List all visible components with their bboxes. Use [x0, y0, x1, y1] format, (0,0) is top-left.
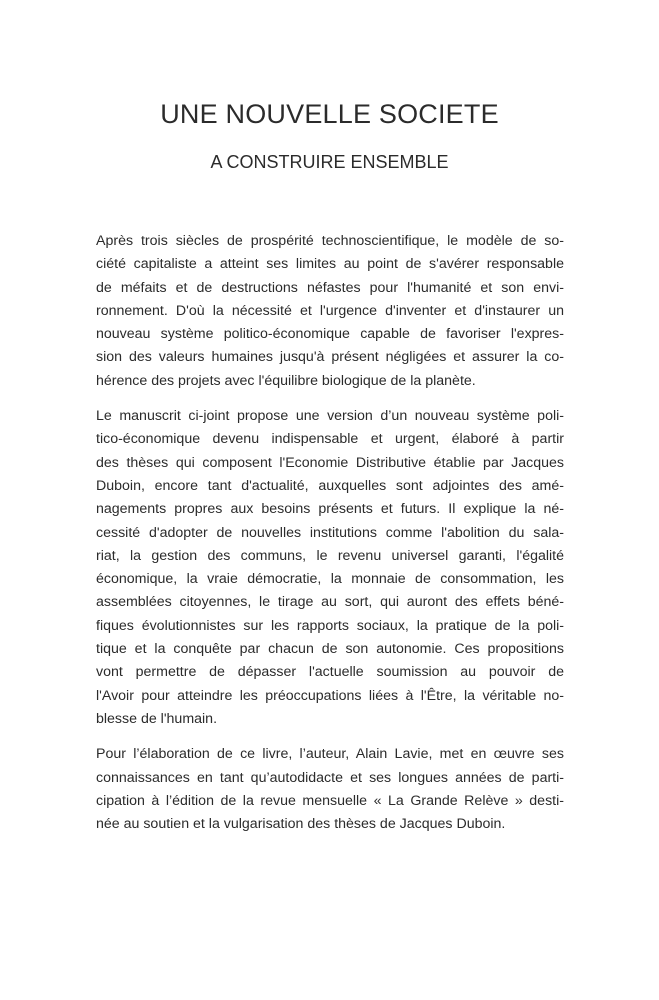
paragraph-intro	[96, 230, 564, 393]
text-line: tique et la conquête par chacun de son autonomie. Ces propositions	[96, 641, 564, 658]
text-line: riat, la gestion des communs, le revenu universel garanti, l'égalité	[96, 547, 564, 564]
page-title: UNE NOUVELLE SOCIETE	[160, 99, 499, 129]
text-line: nagements propres aux besoins présents et futurs. Il explique la né-	[96, 501, 564, 518]
body-text	[96, 230, 564, 848]
text-line: sion des valeurs humaines jusqu'à présent négligées et assurer la co-	[96, 349, 564, 366]
text-line: de méfaits et de destructions néfastes pour l'humanité et son envi-	[96, 279, 564, 296]
text-line: assemblées citoyennes, le tirage au sort, qui auront des effets béné-	[96, 594, 564, 611]
text-line: tico-économique devenu indispensable et urgent, élaboré à partir	[96, 431, 564, 448]
paragraph-manuscript	[96, 405, 564, 731]
text-line: l'Avoir pour atteindre les préoccupations liées à l'Être, la véritable no-	[96, 687, 564, 704]
text-line: économique, la vraie démocratie, la monnaie de consommation, les	[96, 571, 564, 588]
text-line: nouveau système politico-économique capable de favoriser l'expres-	[96, 326, 564, 343]
text-line: cipation à l’édition de la revue mensuelle « La Grande Relève » desti-	[96, 792, 564, 809]
text-line: vont permettre de dépasser l'actuelle soumission au pouvoir de	[96, 664, 564, 681]
page-subtitle: A CONSTRUIRE ENSEMBLE	[210, 152, 449, 172]
text-line: ciété capitaliste a atteint ses limites au point de s'avérer responsable	[96, 256, 564, 273]
text-line: blesse de l'humain.	[96, 710, 218, 727]
text-line: Le manuscrit ci-joint propose une version d’un nouveau système poli-	[96, 408, 564, 425]
text-line: des thèses qui composent l'Economie Distributive établie par Jacques	[96, 454, 564, 471]
text-line: Pour l’élaboration de ce livre, l’auteur, Alain Lavie, met en œuvre ses	[96, 746, 564, 763]
text-line: ronnement. D'où la nécessité et l'urgence d'inventer et d'instaurer un	[96, 302, 564, 319]
text-line: hérence des projets avec l'équilibre biologique de la planète.	[96, 372, 476, 389]
text-line: connaissances en tant qu’autodidacte et ses longues années de parti-	[96, 769, 564, 786]
text-line: née au soutien et la vulgarisation des thèses de Jacques Duboin.	[96, 816, 506, 833]
text-line: Après trois siècles de prospérité technoscientifique, le modèle de so-	[96, 233, 564, 249]
text-line: fiques évolutionnistes sur les rapports sociaux, la pratique de la poli-	[96, 617, 564, 634]
text-line: cessité d'adopter de nouvelles institutions comme l'abolition du sala-	[96, 524, 564, 541]
text-line: Duboin, encore tant d'actualité, auxquelles sont adjointes des amé-	[96, 477, 564, 494]
paragraph-author	[96, 743, 564, 836]
